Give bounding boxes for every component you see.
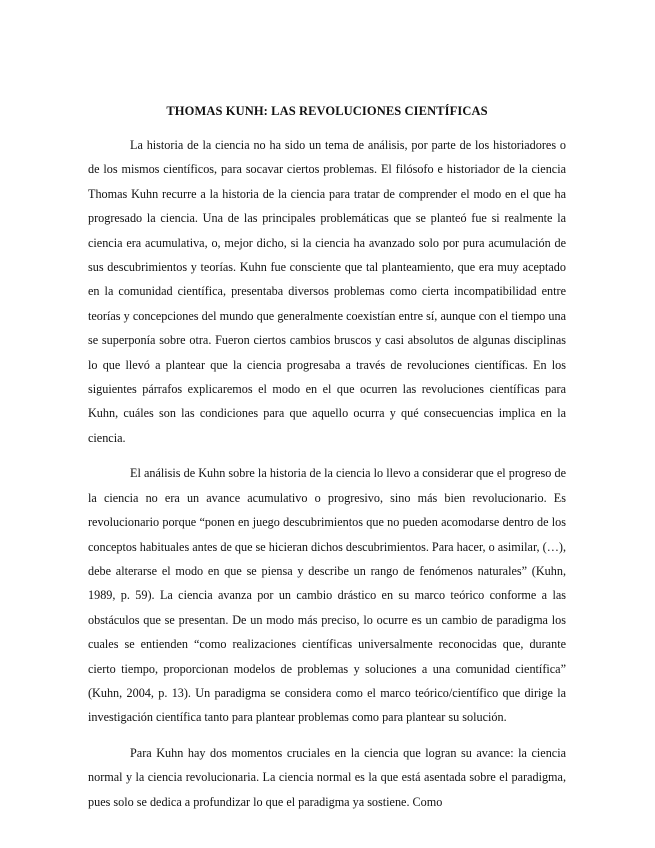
document-title: THOMAS KUNH: LAS REVOLUCIONES CIENTÍFICAS — [166, 104, 488, 118]
paragraph-3: Para Kuhn hay dos momentos cruciales en la ciencia que logran su avance: la ciencia normal y la ciencia revolucionaria. La ciencia normal es la que está asentada sobre el paradigma, pues solo se dedica a profundizar lo que el paradigma ya sostiene. Como — [88, 745, 566, 809]
paragraph-2: El análisis de Kuhn sobre la historia de la ciencia lo llevo a considerar que el progreso de la ciencia no era un avance acumulativo o progresivo, sino más bien revolucionario. Es revolucionario porque “ponen en juego descubrimientos que no pueden acomodarse dentro de los conceptos habituales antes de que se hicieran dichos descubrimientos. Para hacer, o asimilar, (…), debe alterarse el modo en que se piensa y describe un rango de fenómenos naturales” (Kuhn, 1989, p. 59). La ciencia avanza por un cambio drástico en su marco teórico conforme a las obstáculos que se presentan. De un modo más preciso, lo ocurre es un cambio de paradigma los cuales se entienden “como realizaciones científicas universalmente reconocidas que, durante cierto tiempo, proporcionan modelos de problemas y soluciones a una comunidad científica” (Kuhn, 2004, p. 13). Un paradigma se considera como el marco teórico/científico que dirige la investigación científica tanto para plantear problemas como para plantear su solución. — [88, 466, 566, 725]
document-page — [88, 103, 566, 825]
paragraph-1: La historia de la ciencia no ha sido un tema de análisis, por parte de los historiadores o de los mismos científicos, para socavar ciertos problemas. El filósofo e historiador de la ciencia Thomas Kuhn recurre a la historia de la ciencia para tratar de comprender el modo en el que ha progresado la ciencia. Una de las principales problemáticas que se planteó fue si realmente la ciencia era acumulativa, o, mejor dicho, si la ciencia ha avanzado solo por pura acumulación de sus descubrimientos y teorías. Kuhn fue consciente que tal planteamiento, que era muy aceptado en la comunidad científica, presentaba diversos problemas como cierta incompatibilidad entre teorías y concepciones del mundo que generalmente coexistían entre sí, aunque con el tiempo una se superponía sobre otra. Fueron ciertos cambios bruscos y casi absolutos de algunas disciplinas lo que llevó a plantear que la ciencia progresaba a través de revoluciones científicas. En los siguientes párrafos explicaremos el modo en el que ocurren las revoluciones científicas para Kuhn, cuáles son las condiciones para que aquello ocurra y qué consecuencias implica en la ciencia. — [88, 138, 566, 445]
